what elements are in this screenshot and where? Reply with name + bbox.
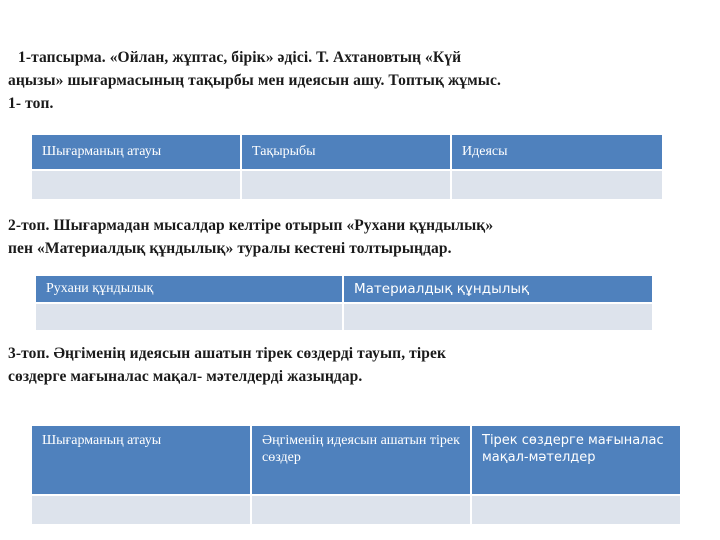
- task3-line1: 3-топ. Әңгіменің идеясын ашатын тірек сөздерді тауып, тірек: [8, 345, 446, 362]
- task2-instructions: [8, 214, 493, 260]
- table-row: [31, 170, 663, 200]
- task1-instructions: [8, 46, 501, 115]
- task3-line2: сөздерге мағыналас мақал- мәтелдерді жазыңдар.: [8, 368, 363, 385]
- table-header-row: [31, 425, 681, 495]
- header-material-value: Материалдық құндылық: [343, 275, 653, 303]
- task3-table: [30, 424, 682, 526]
- header-work-title: Шығарманың атауы: [31, 134, 241, 170]
- cell-work-title[interactable]: [31, 170, 241, 200]
- cell-key-words[interactable]: [251, 495, 471, 525]
- cell-idea[interactable]: [451, 170, 663, 200]
- cell-theme[interactable]: [241, 170, 451, 200]
- header-key-words: Әңгіменің идеясын ашатын тірек сөздер: [251, 425, 471, 495]
- task2-line2: пен «Материалдық құндылық» туралы кестені толтырыңдар.: [8, 240, 452, 257]
- table-header-row: [31, 134, 663, 170]
- task1-group-label: 1- топ.: [8, 95, 54, 112]
- header-theme: Тақырыбы: [241, 134, 451, 170]
- task1-line2: аңызы» шығармасының тақырбы мен идеясын ашу. Топтық жұмыс.: [8, 72, 501, 89]
- cell-work-title[interactable]: [31, 495, 251, 525]
- task2-line1: 2-топ. Шығармадан мысалдар келтіре отырып «Рухани құндылық»: [8, 217, 494, 234]
- task1-line1: 1-тапсырма. «Ойлан, жұптас, бірік» әдісі. Т. Ахтановтың «Күй: [18, 49, 462, 66]
- cell-spiritual-value[interactable]: [35, 303, 343, 331]
- task2-table: [34, 274, 654, 332]
- table-row: [35, 303, 653, 331]
- task1-table: [30, 133, 664, 201]
- header-work-title: Шығарманың атауы: [31, 425, 251, 495]
- header-idea: Идеясы: [451, 134, 663, 170]
- table-row: [31, 495, 681, 525]
- cell-proverbs[interactable]: [471, 495, 681, 525]
- task3-instructions: [8, 342, 446, 388]
- cell-material-value[interactable]: [343, 303, 653, 331]
- header-spiritual-value: Рухани құндылық: [35, 275, 343, 303]
- header-proverbs: Тірек сөздерге мағыналас мақал-мәтелдер: [471, 425, 681, 495]
- table-header-row: [35, 275, 653, 303]
